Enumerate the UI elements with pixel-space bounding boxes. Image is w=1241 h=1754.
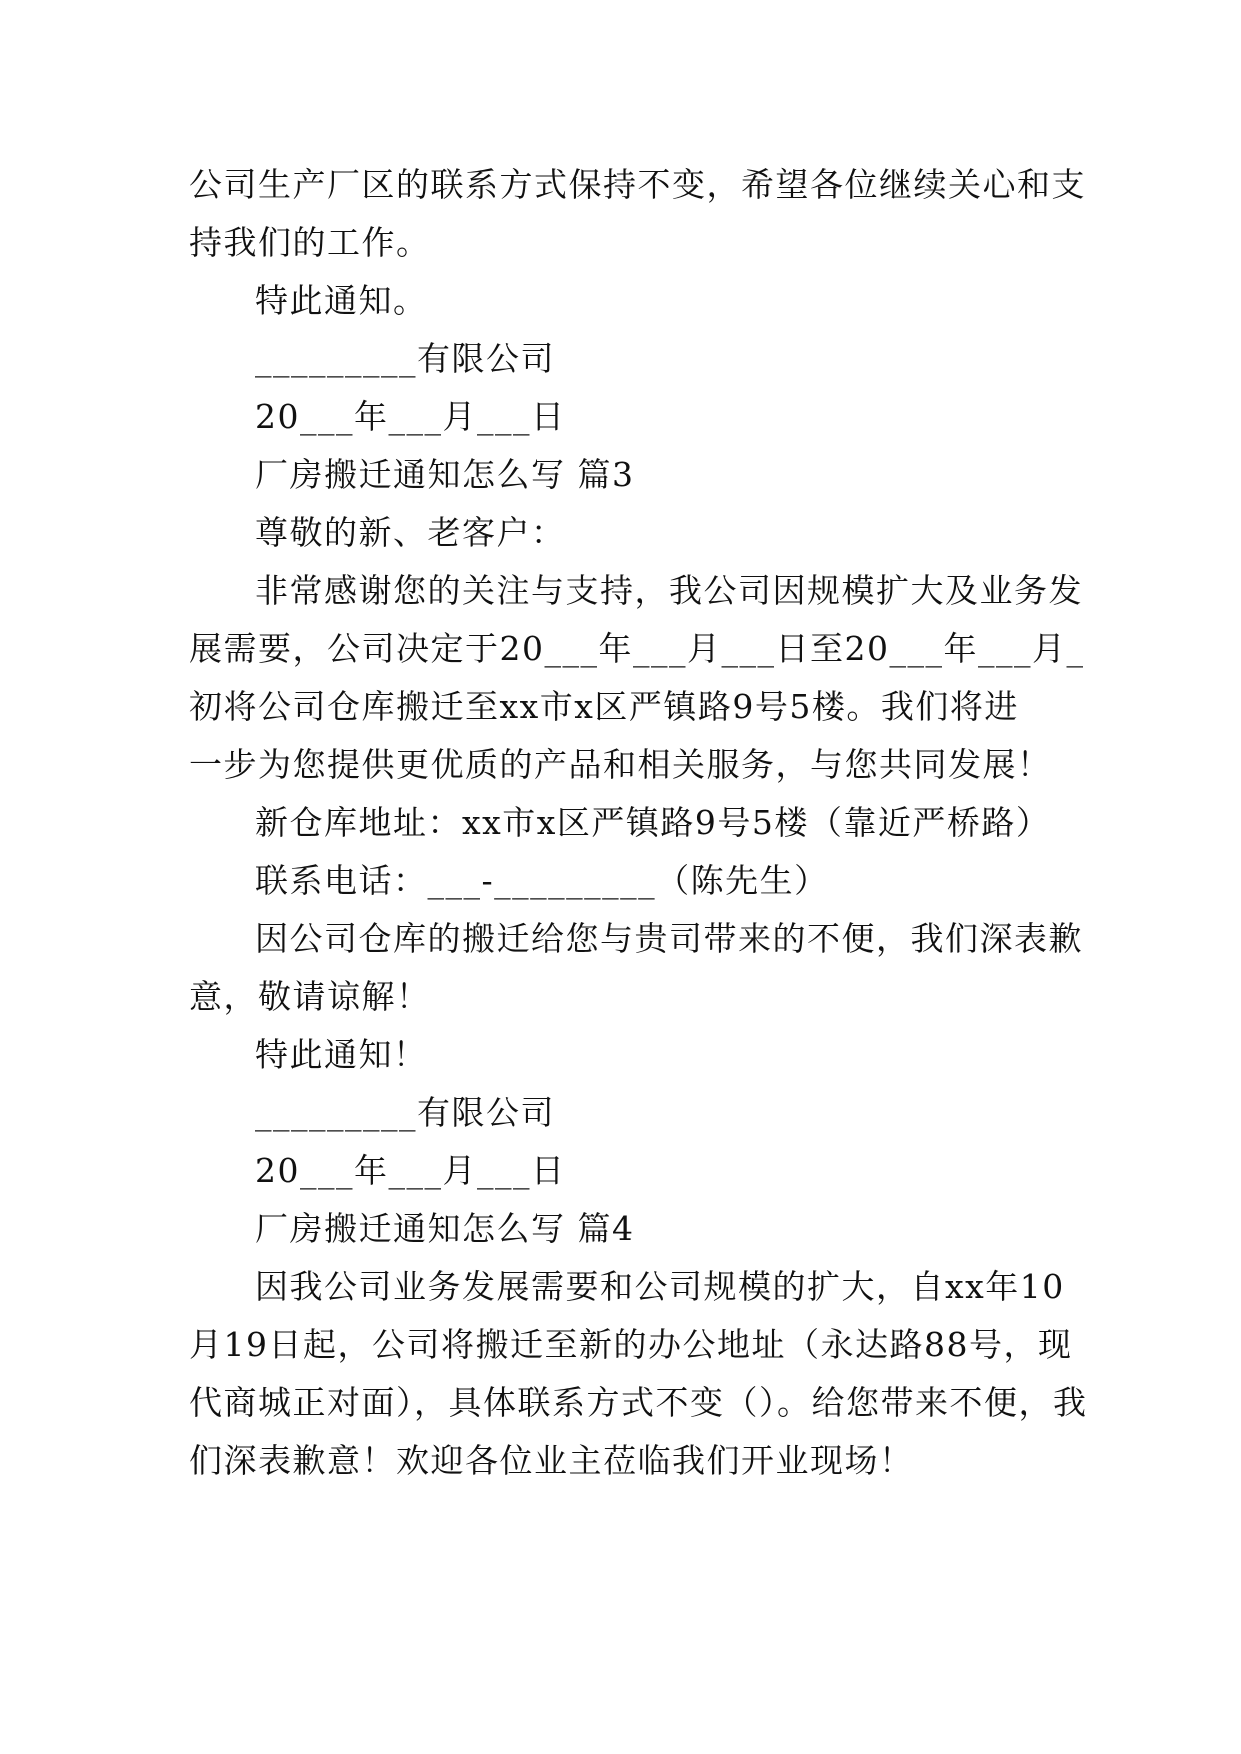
paragraph-line: 意，敬请谅解！ [189,977,431,1016]
paragraph-line: 因公司仓库的搬迁给您与贵司带来的不便，我们深表歉 [255,919,1083,958]
paragraph-line: 们深表歉意！欢迎各位业主莅临我们开业现场！ [189,1441,914,1480]
paragraph-line: 公司生产厂区的联系方式保持不变，希望各位继续关心和支 [189,165,1086,204]
section-heading: 厂房搬迁通知怎么写 篇3 [255,455,635,494]
paragraph-line: 持我们的工作。 [189,223,431,262]
section-heading: 厂房搬迁通知怎么写 篇4 [255,1209,635,1248]
phone-line: 联系电话：___-_________（陈先生） [255,861,829,900]
salutation: 尊敬的新、老客户： [255,513,566,552]
paragraph-line: 非常感谢您的关注与支持，我公司因规模扩大及业务发 [255,571,1083,610]
company-signature: _________有限公司 [255,339,555,378]
closing-line: 特此通知！ [255,1035,428,1074]
paragraph-line: 因我公司业务发展需要和公司规模的扩大，自xx年10 [255,1267,1065,1306]
closing-line: 特此通知。 [255,281,428,320]
paragraph-line: 一步为您提供更优质的产品和相关服务，与您共同发展！ [189,745,1052,784]
date-line: 20___年___月___日 [255,1151,566,1190]
paragraph-line: 月19日起，公司将搬迁至新的办公地址（永达路88号，现 [189,1325,1073,1364]
company-signature: _________有限公司 [255,1093,555,1132]
address-line: 新仓库地址：xx市x区严镇路9号5楼（靠近严桥路） [255,803,1051,842]
paragraph-line: 代商城正对面），具体联系方式不变（）。给您带来不便，我 [189,1383,1088,1422]
date-line: 20___年___月___日 [255,397,566,436]
document-body [189,156,1088,1490]
paragraph-line: 初将公司仓库搬迁至xx市x区严镇路9号5楼。我们将进 [189,687,1019,726]
paragraph-line: 展需要，公司决定于20___年___月___日至20___年___月_ [189,629,1085,668]
